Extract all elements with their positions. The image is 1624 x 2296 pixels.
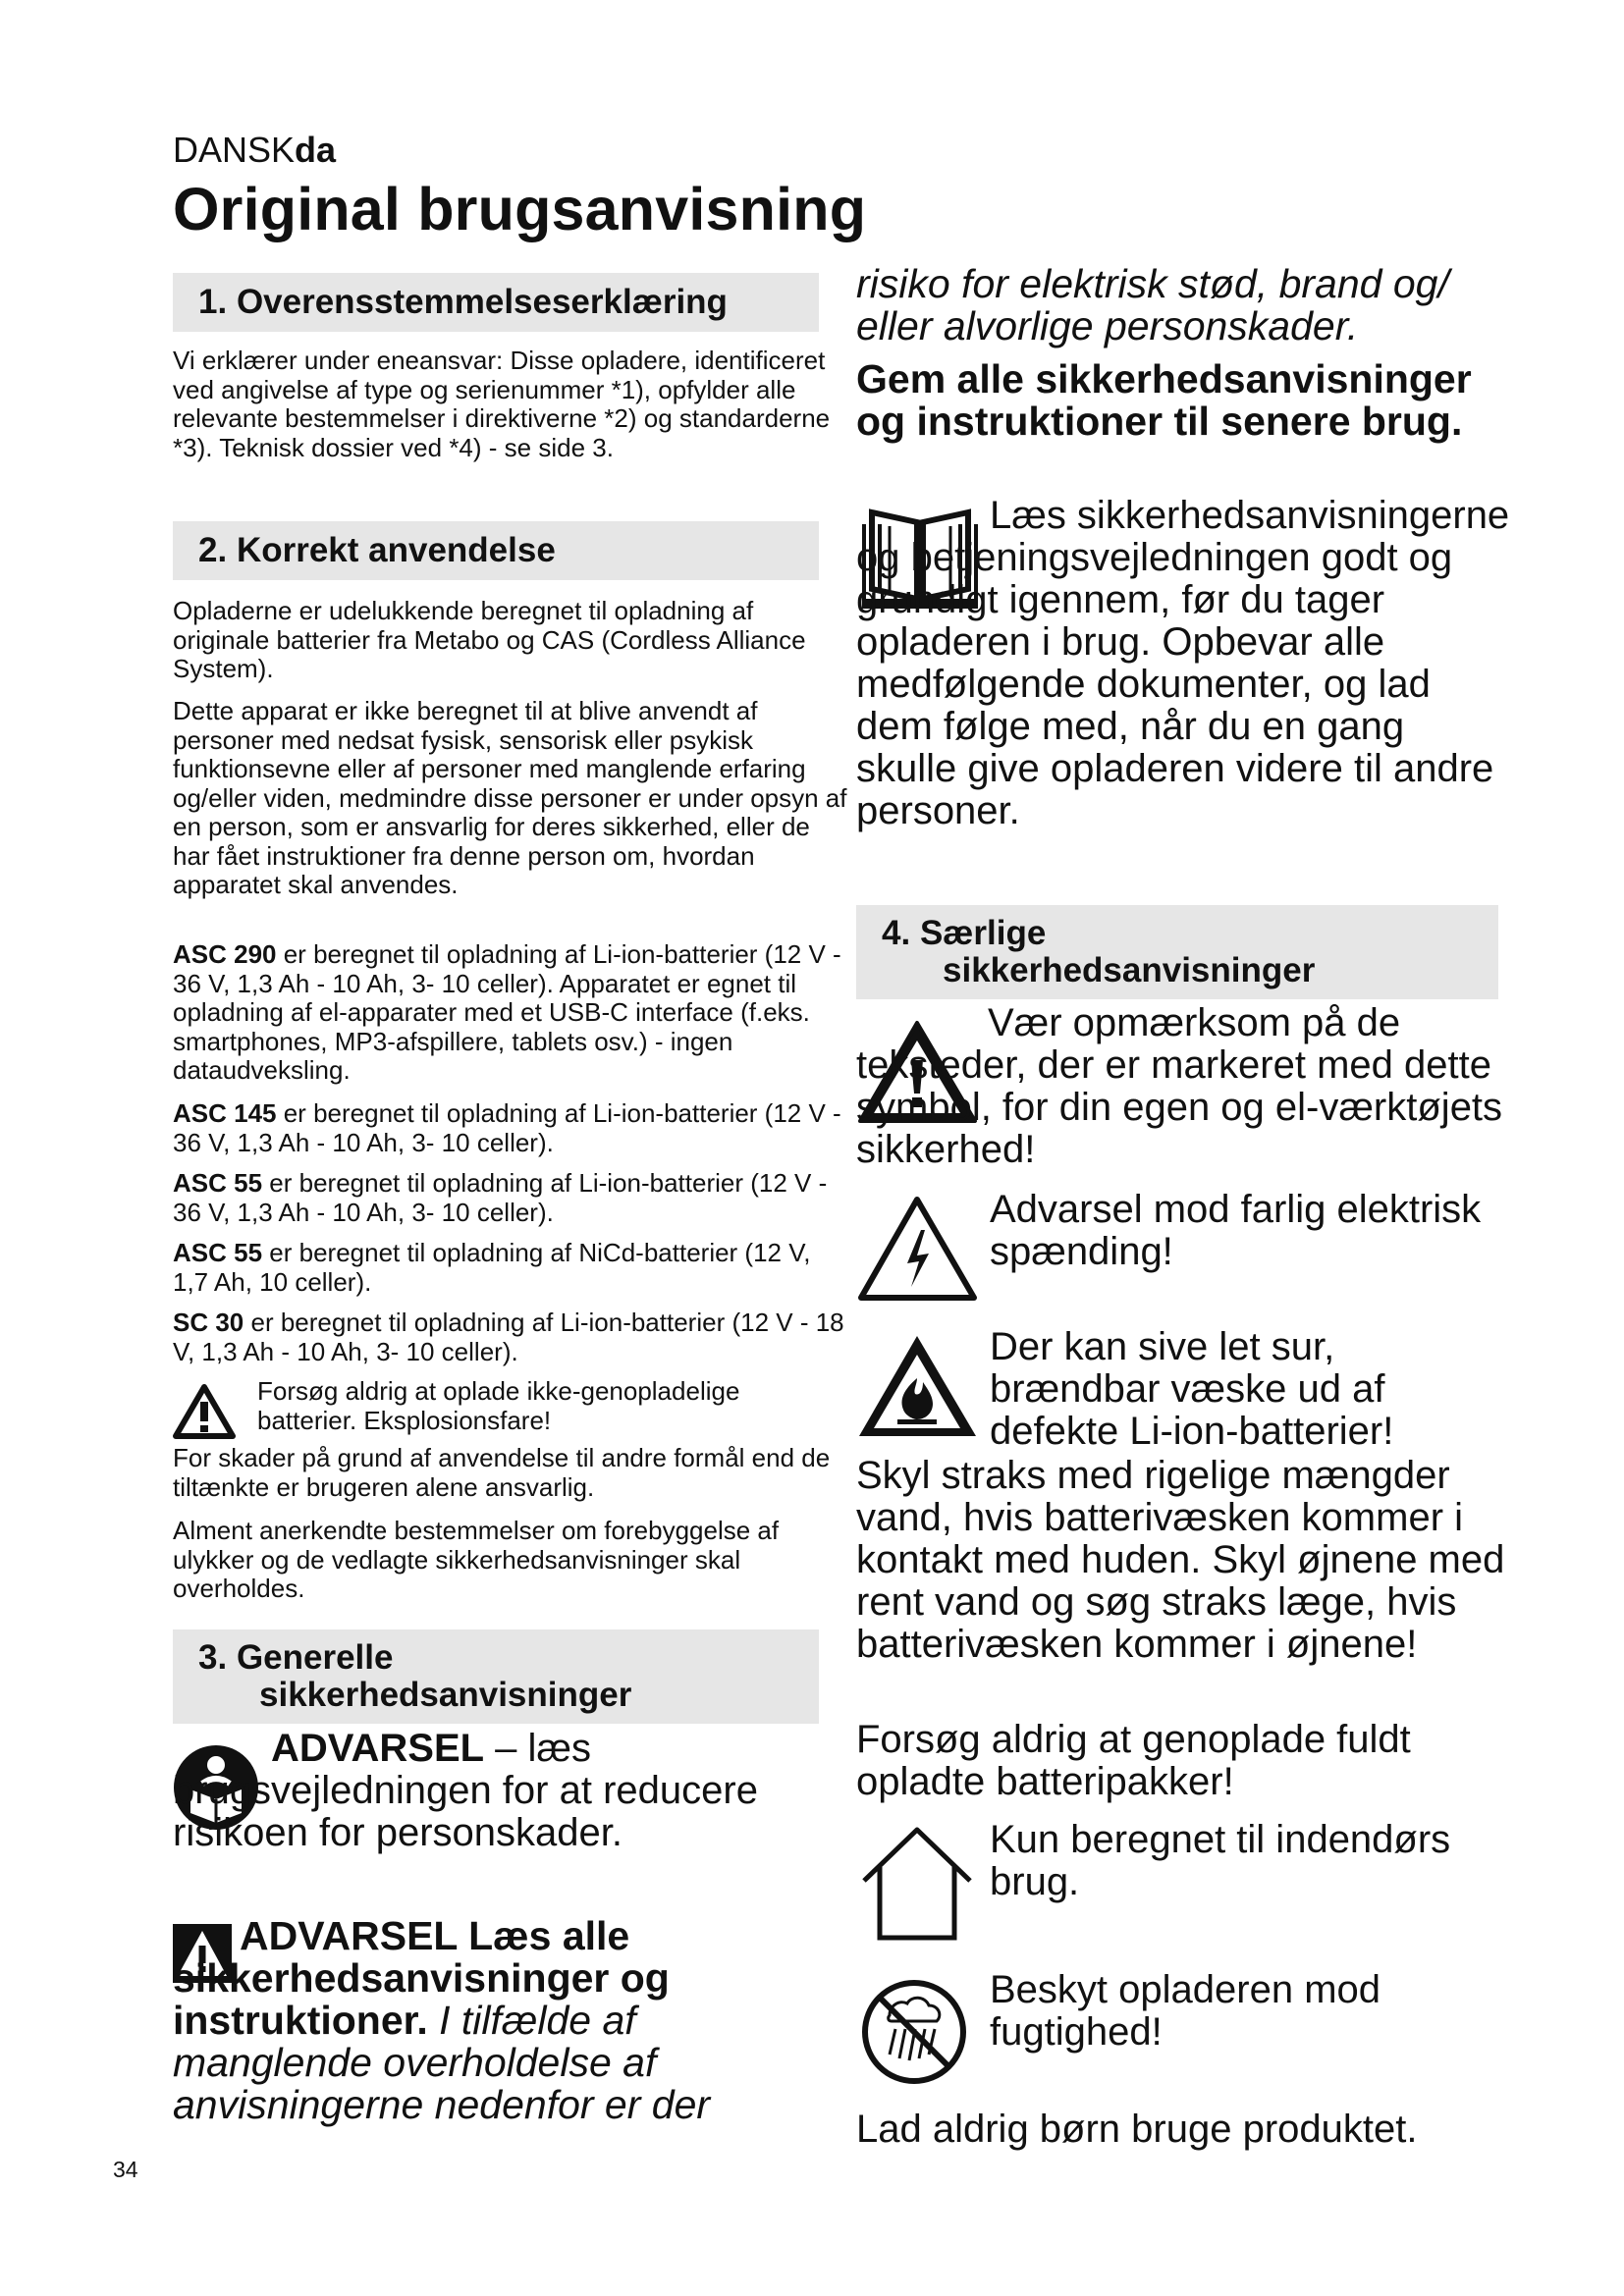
model-paragraph: SC 30 er beregnet til opladning af Li-ion-batterier (12 V - 18 V, 1,3 Ah - 10 Ah, 3- 10 celler). xyxy=(173,1308,844,1366)
read-manual-warning: ADVARSEL – læs brugsvejledningen for at reducere risikoen for personskader. xyxy=(173,1727,758,1854)
rinse-instructions-text: Skyl straks med rigelige mængder vand, hvis batterivæsken kommer i kontakt med huden. Skyl øjnene med rent vand og søg straks læge, hvis batterivæsken kommer i øjnene! xyxy=(856,1454,1505,1666)
warning-continuation: risiko for elektrisk stød, brand og/ eller alvorlige personskader. xyxy=(856,261,1449,348)
no-recharge-full-text: Forsøg aldrig at genoplade fuldt opladte batteripakker! xyxy=(856,1718,1411,1803)
read-instructions-text: Læs sikkerhedsanvisningerne og betjeningsvejledningen godt og grundigt igennem, før du tager opladeren i brug. Opbevar alle medfølgende dokumenter, og lad dem følge med, når du en gang skulle give opladeren videre til andre personer. xyxy=(856,494,1510,832)
model-name: SC 30 xyxy=(173,1308,244,1337)
language-word: DANSK xyxy=(173,130,296,170)
indoor-use-text: Kun beregnet til indendørs brug. xyxy=(990,1818,1451,1903)
user-restriction-paragraph: Dette apparat er ikke beregnet til at blive anvendt af personer med nedsat fysisk, sensorisk eller psykisk funktionsevne eller af personer med manglende erfaring og/eller viden, medmindre disse personer er under opsyn af en person, som er ansvarlig for deres sikkerhed, eller de har fået instruktioner fra denne person om, hvordan apparatet skal anvendes. xyxy=(173,696,847,899)
page-number: 34 xyxy=(113,2157,138,2182)
section-2-heading xyxy=(173,521,819,580)
section-title-line2: sikkerhedsanvisninger xyxy=(943,951,1316,989)
section-title-line2: sikkerhedsanvisninger xyxy=(259,1676,632,1714)
model-paragraph: ASC 55 er beregnet til opladning af Li-ion-batterier (12 V - 36 V, 1,3 Ah - 10 Ah, 3- 10 celler). xyxy=(173,1168,828,1227)
regulations-paragraph: Alment anerkendte bestemmelser om forebyggelse af ulykker og de vedlagte sikkerhedsanvisninger skal overholdes. xyxy=(173,1516,780,1603)
model-name: ASC 55 xyxy=(173,1168,263,1198)
model-paragraph: ASC 55 er beregnet til opladning af NiCd-batterier (12 V, 1,7 Ah, 10 celler). xyxy=(173,1238,811,1297)
model-name: ASC 145 xyxy=(173,1098,277,1128)
liability-paragraph: For skader på grund af anvendelse til andre formål end de tiltænkte er brugeren alene ansvarlig. xyxy=(173,1443,831,1502)
section-title: Korrekt anvendelse xyxy=(236,531,556,569)
acid-fluid-warning-text: Der kan sive let sur, brændbar væske ud af defekte Li-ion-batterier! xyxy=(990,1325,1394,1453)
intended-use-paragraph: Opladerne er udelukkende beregnet til opladning af originale batterier fra Metabo og CAS (Cordless Alliance System). xyxy=(173,596,806,683)
language-label xyxy=(173,131,336,170)
children-warning-text: Lad aldrig børn bruge produktet. xyxy=(856,2108,1418,2151)
declaration-text: Vi erklærer under eneansvar: Disse opladere, identificeret ved angivelse af type og serienummer *1), opfylder alle relevante bestemmelser i direktiverne *2) og standarderne *3). Teknisk dossier ved *4) - se side 3. xyxy=(173,346,831,462)
language-code: da xyxy=(295,130,337,170)
section-number: 2. xyxy=(198,531,228,569)
model-name: ASC 55 xyxy=(173,1238,263,1267)
section-3-heading xyxy=(173,1629,819,1724)
page-title: Original brugsanvisning xyxy=(173,176,867,242)
no-non-rechargeable-warning: Forsøg aldrig at oplade ikke-genopladelige batterier. Eksplosionsfare! xyxy=(257,1376,740,1435)
keep-instructions: Gem alle sikkerhedsanvisninger og instruktioner til senere brug. xyxy=(856,356,1472,444)
warning-triangle-icon xyxy=(173,1384,236,1439)
section-1-heading xyxy=(173,273,819,332)
indoor-use-icon xyxy=(860,1826,974,1942)
section-title: Overensstemmelseserklæring xyxy=(236,283,728,321)
safety-instructions-warning: ADVARSEL Læs alle sikkerhedsanvisninger og instruktioner. I tilfælde af manglende overholdelse af anvisningerne nedenfor er der xyxy=(173,1913,711,2127)
model-paragraph: ASC 145 er beregnet til opladning af Li-ion-batterier (12 V - 36 V, 1,3 Ah - 10 Ah, 3- 10 celler). xyxy=(173,1098,841,1157)
moisture-warning-text: Beskyt opladeren mod fugtighed! xyxy=(990,1968,1381,2054)
model-paragraph: ASC 290 er beregnet til opladning af Li-ion-batterier (12 V - 36 V, 1,3 Ah - 10 Ah, 3- 10 celler). Apparatet er egnet til opladning af el-apparater med et USB-C interface (f.eks. smartphones, MP3-afspillere, tablets osv.) - ingen dataudveksling. xyxy=(173,939,841,1085)
warning-label: ADVARSEL Læs alle sikkerhedsanvisninger og instruktioner. xyxy=(173,1913,670,2043)
section-number: 1. xyxy=(198,283,228,321)
no-moisture-icon xyxy=(860,1978,968,2086)
electric-voltage-icon xyxy=(856,1195,979,1303)
section-title: Generelle xyxy=(236,1638,394,1677)
attention-symbol-text: Vær opmærksom på de teksteder, der er markeret med dette symbol, for din egen og el-værktøjets sikkerhed! xyxy=(856,1001,1503,1171)
section-4-heading xyxy=(856,905,1498,999)
section-title: Særlige xyxy=(919,914,1047,952)
section-number: 3. xyxy=(198,1638,228,1677)
model-name: ASC 290 xyxy=(173,939,277,969)
warning-label: ADVARSEL xyxy=(271,1727,485,1770)
voltage-warning-text: Advarsel mod farlig elektrisk spænding! xyxy=(990,1188,1482,1273)
section-number: 4. xyxy=(882,914,911,952)
flammable-fluid-icon xyxy=(856,1333,979,1439)
